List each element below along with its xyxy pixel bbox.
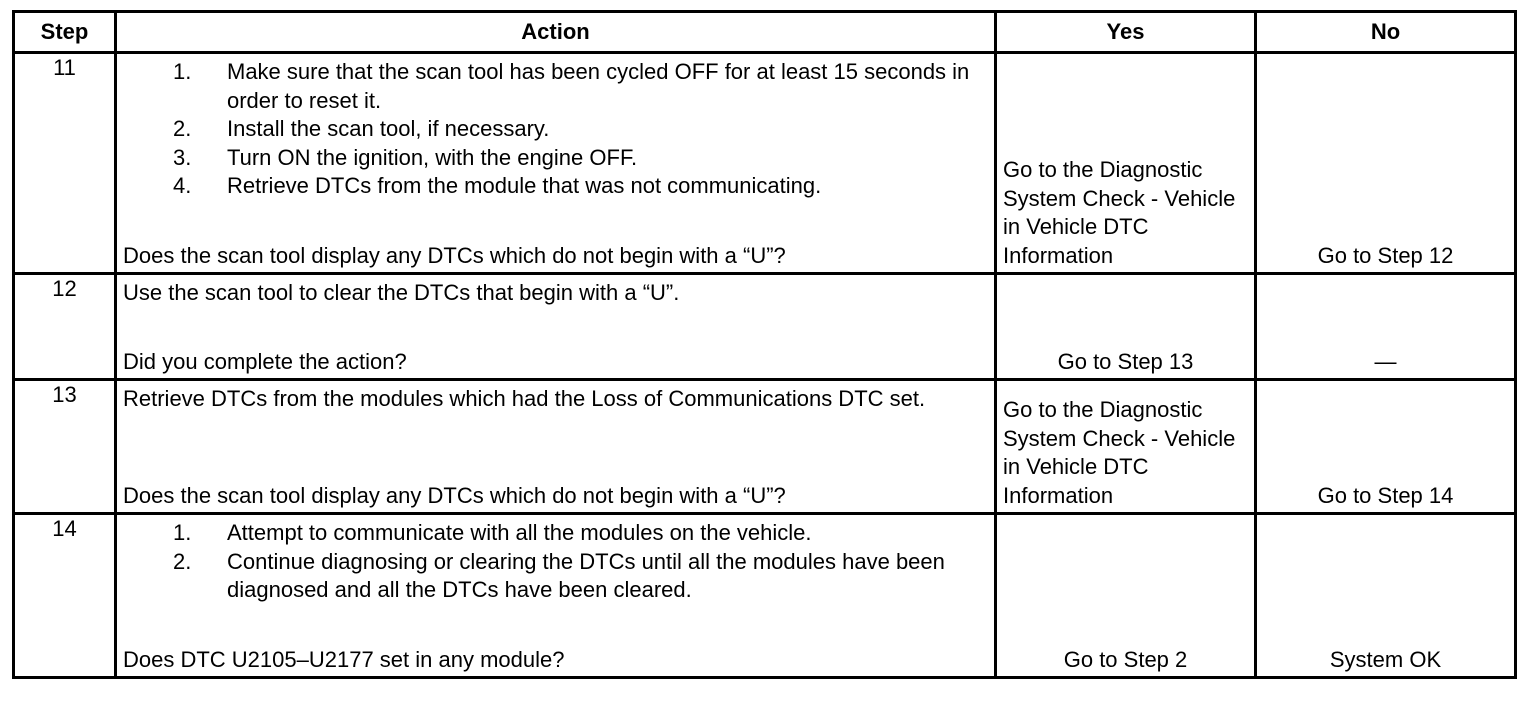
step-number: 11 xyxy=(14,53,116,274)
list-item-text: Retrieve DTCs from the module that was not communicating. xyxy=(227,173,822,198)
list-item-number: 2. xyxy=(173,116,192,141)
list-item xyxy=(123,58,990,115)
action-cell xyxy=(116,274,996,380)
list-item-text: Make sure that the scan tool has been cycled OFF for at least 15 seconds in order to reset it. xyxy=(227,59,970,113)
list-item xyxy=(123,172,990,201)
step-number: 13 xyxy=(14,380,116,514)
no-cell xyxy=(1256,53,1516,274)
list-item xyxy=(123,519,990,548)
header-yes: Yes xyxy=(996,12,1256,53)
list-item-number: 1. xyxy=(173,59,192,84)
no-result: — xyxy=(1374,348,1397,374)
list-item xyxy=(123,115,990,144)
list-item-text: Turn ON the ignition, with the engine OFF. xyxy=(227,144,638,170)
no-result: Go to Step 12 xyxy=(1317,242,1454,268)
no-result: System OK xyxy=(1329,646,1442,672)
list-item-number: 2. xyxy=(173,548,192,574)
table-header-row xyxy=(14,12,1516,53)
list-item-number: 1. xyxy=(173,520,192,545)
action-cell xyxy=(116,514,996,678)
table-row xyxy=(14,53,1516,274)
step-number: 14 xyxy=(14,514,116,678)
action-question: Does the scan tool display any DTCs which do not begin with a “U”? xyxy=(123,242,786,268)
table-row xyxy=(14,514,1516,678)
action-question: Did you complete the action? xyxy=(123,348,407,374)
table-row xyxy=(14,380,1516,514)
no-result: Go to Step 14 xyxy=(1317,482,1454,508)
list-item-number: 3. xyxy=(173,144,192,170)
header-step: Step xyxy=(14,12,116,53)
no-cell xyxy=(1256,380,1516,514)
no-cell xyxy=(1256,274,1516,380)
yes-result: Go to Step 2 xyxy=(1063,646,1188,672)
step-number: 12 xyxy=(14,274,116,380)
yes-result: Go to the Diagnostic System Check - Vehicle in Vehicle DTC Information xyxy=(1003,157,1236,268)
yes-result: Go to Step 13 xyxy=(1057,348,1194,374)
action-question: Does DTC U2105–U2177 set in any module? xyxy=(123,646,565,672)
yes-cell xyxy=(996,274,1256,380)
diagnostic-table xyxy=(12,10,1517,679)
list-item-text: Attempt to communicate with all the modules on the vehicle. xyxy=(227,520,812,545)
list-item xyxy=(123,144,990,173)
header-no: No xyxy=(1256,12,1516,53)
yes-cell xyxy=(996,514,1256,678)
yes-cell xyxy=(996,53,1256,274)
action-text: Retrieve DTCs from the modules which had the Loss of Communications DTC set. xyxy=(123,386,926,411)
action-cell xyxy=(116,380,996,514)
list-item xyxy=(123,548,990,605)
action-list xyxy=(123,519,990,605)
action-cell xyxy=(116,53,996,274)
table-row xyxy=(14,274,1516,380)
action-text: Use the scan tool to clear the DTCs that begin with a “U”. xyxy=(123,280,680,305)
header-action: Action xyxy=(116,12,996,53)
yes-result: Go to the Diagnostic System Check - Vehicle in Vehicle DTC Information xyxy=(1003,397,1236,508)
yes-cell xyxy=(996,380,1256,514)
list-item-number: 4. xyxy=(173,173,192,198)
list-item-text: Continue diagnosing or clearing the DTCs until all the modules have been diagnosed and all the DTCs have been cleared. xyxy=(227,548,945,602)
action-question: Does the scan tool display any DTCs which do not begin with a “U”? xyxy=(123,482,786,508)
no-cell xyxy=(1256,514,1516,678)
list-item-text: Install the scan tool, if necessary. xyxy=(227,116,550,141)
action-list xyxy=(123,58,990,201)
